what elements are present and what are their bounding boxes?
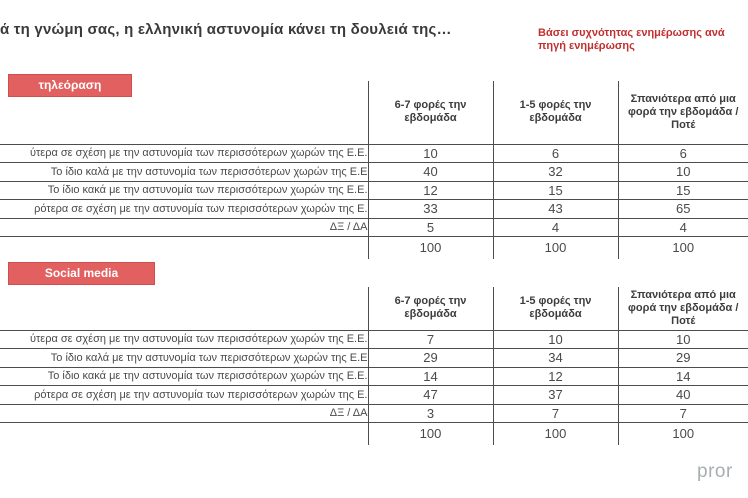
total-cell: 100 xyxy=(368,237,493,259)
value-cell: 6 xyxy=(618,144,748,163)
row-label: ρότερα σε σχέση με την αστυνομία των περισσότερων χωρών της Ε. xyxy=(0,386,368,405)
header-row xyxy=(0,81,748,144)
table-row xyxy=(0,181,748,200)
column-header-6-7: 6-7 φορές την εβδομάδα xyxy=(368,81,493,144)
value-cell: 29 xyxy=(368,349,493,368)
value-cell: 32 xyxy=(493,163,618,182)
value-cell: 40 xyxy=(618,386,748,405)
column-header-rarely: Σπανιότερα από μια φορά την εβδομάδα / Ποτέ xyxy=(618,81,748,144)
row-label: ΔΞ / ΔΑ xyxy=(0,404,368,423)
value-cell: 29 xyxy=(618,349,748,368)
row-label: Το ίδιο καλά με την αστυνομία των περισσότερων χωρών της Ε.Ε xyxy=(0,163,368,182)
total-cell: 100 xyxy=(493,423,618,445)
row-label: ΔΞ / ΔΑ xyxy=(0,218,368,237)
total-cell: 100 xyxy=(618,237,748,259)
row-label: Το ίδιο καλά με την αστυνομία των περισσότερων χωρών της Ε.Ε xyxy=(0,349,368,368)
value-cell: 40 xyxy=(368,163,493,182)
value-cell: 10 xyxy=(618,163,748,182)
value-cell: 10 xyxy=(618,330,748,349)
value-cell: 7 xyxy=(493,404,618,423)
column-header-6-7: 6-7 φορές την εβδομάδα xyxy=(368,287,493,330)
section-tag-social-media: Social media xyxy=(8,262,155,285)
value-cell: 6 xyxy=(493,144,618,163)
row-label: ύτερα σε σχέση με την αστυνομία των περισσότερων χωρών της Ε.Ε. xyxy=(0,330,368,349)
total-row-spacer xyxy=(0,237,368,259)
value-cell: 5 xyxy=(368,218,493,237)
value-cell: 34 xyxy=(493,349,618,368)
value-cell: 12 xyxy=(368,181,493,200)
page-title: ά τη γνώμη σας, η ελληνική αστυνομία κάνει τη δουλειά της… xyxy=(0,21,452,38)
total-cell: 100 xyxy=(368,423,493,445)
value-cell: 10 xyxy=(368,144,493,163)
value-cell: 14 xyxy=(618,367,748,386)
value-cell: 7 xyxy=(618,404,748,423)
value-cell: 15 xyxy=(493,181,618,200)
table-row xyxy=(0,404,748,423)
value-cell: 14 xyxy=(368,367,493,386)
value-cell: 65 xyxy=(618,200,748,219)
table-row xyxy=(0,200,748,219)
table-row xyxy=(0,349,748,368)
section-tag-television: τηλεόραση xyxy=(8,74,132,97)
value-cell: 37 xyxy=(493,386,618,405)
total-cell: 100 xyxy=(493,237,618,259)
table-row xyxy=(0,386,748,405)
row-label: ρότερα σε σχέση με την αστυνομία των περισσότερων χωρών της Ε. xyxy=(0,200,368,219)
total-cell: 100 xyxy=(618,423,748,445)
value-cell: 33 xyxy=(368,200,493,219)
header-row xyxy=(0,287,748,330)
value-cell: 15 xyxy=(618,181,748,200)
frequency-note: Βάσει συχνότητας ενημέρωσης ανά πηγή ενημέρωσης xyxy=(538,27,725,52)
table-row xyxy=(0,163,748,182)
television-table xyxy=(0,81,748,259)
total-row-spacer xyxy=(0,423,368,445)
column-header-1-5: 1-5 φορές την εβδομάδα xyxy=(493,81,618,144)
total-row xyxy=(0,237,748,259)
value-cell: 43 xyxy=(493,200,618,219)
value-cell: 3 xyxy=(368,404,493,423)
value-cell: 12 xyxy=(493,367,618,386)
header-label-spacer xyxy=(0,81,368,144)
column-header-rarely: Σπανιότερα από μια φορά την εβδομάδα / Ποτέ xyxy=(618,287,748,330)
table-row xyxy=(0,367,748,386)
total-row xyxy=(0,423,748,445)
social-media-table xyxy=(0,287,748,445)
value-cell: 47 xyxy=(368,386,493,405)
table-row xyxy=(0,144,748,163)
value-cell: 4 xyxy=(493,218,618,237)
row-label: Το ίδιο κακά με την αστυνομία των περισσότερων χωρών της Ε.Ε. xyxy=(0,181,368,200)
table-row xyxy=(0,330,748,349)
value-cell: 10 xyxy=(493,330,618,349)
column-header-1-5: 1-5 φορές την εβδομάδα xyxy=(493,287,618,330)
value-cell: 7 xyxy=(368,330,493,349)
row-label: Το ίδιο κακά με την αστυνομία των περισσότερων χωρών της Ε.Ε. xyxy=(0,367,368,386)
table-row xyxy=(0,218,748,237)
row-label: ύτερα σε σχέση με την αστυνομία των περισσότερων χωρών της Ε.Ε. xyxy=(0,144,368,163)
prorata-watermark: pror xyxy=(697,461,733,482)
header-label-spacer xyxy=(0,287,368,330)
value-cell: 4 xyxy=(618,218,748,237)
